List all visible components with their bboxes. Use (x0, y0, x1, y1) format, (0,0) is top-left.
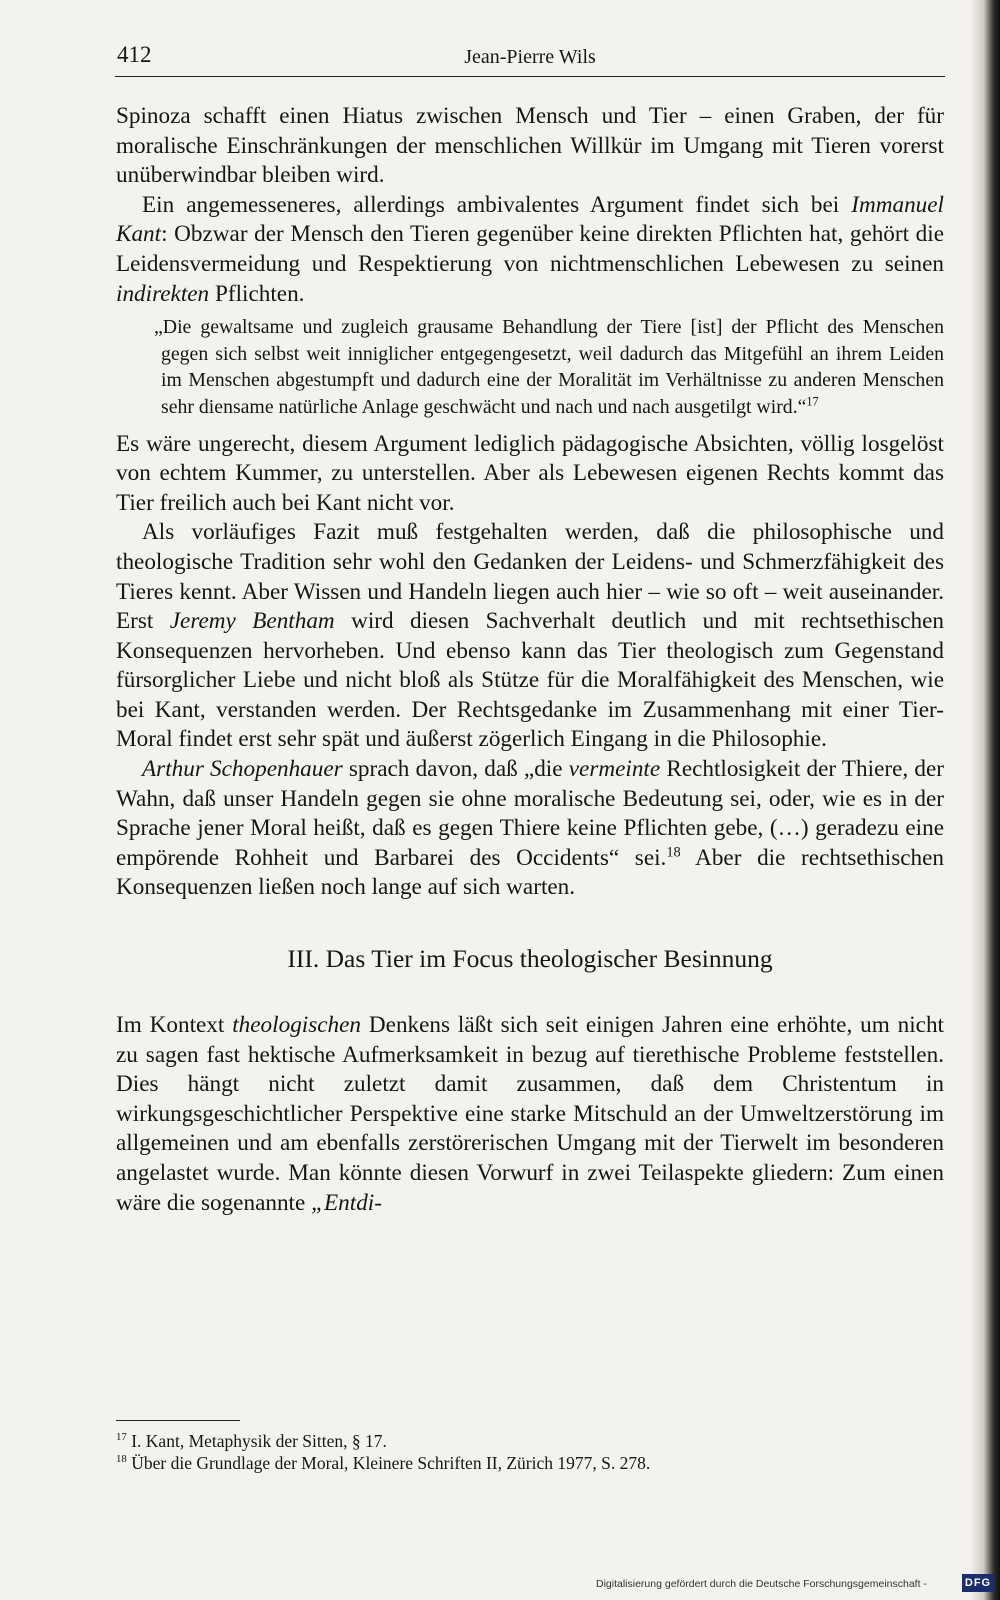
paragraph-3: Es wäre ungerecht, diesem Argument lediglich pädagogische Absichten, völlig losgelöst von echtem Kummer, zu unterstellen. Aber als Lebewesen eigenen Rechts kommt das Tier freilich auch bei Kant nicht vor. (116, 430, 944, 516)
dfg-logo: DFG (962, 1574, 994, 1592)
running-head: Jean-Pierre Wils (464, 46, 596, 68)
name-kant: Immanuel Kant (116, 191, 944, 248)
paragraph-5: Arthur Schopenhauer sprach davon, daß „die vermeinte Rechtlosigkeit der Thiere, der Wahn, daß unser Handeln gegen sie ohne moralische Bedeutung sei, oder, wie es in der Sprache jener Moral heißt, daß es gegen Thiere keine Pflichten gebe, (…) geradezu eine empörende Rohheit und Barbarei des Occidents“ sei.$^{18}$ Aber die rechtsethischen Konsequenzen ließen noch lange auf sich warten. (116, 756, 944, 901)
paragraph-1: Spinoza schafft einen Hiatus zwischen Mensch und Tier – einen Graben, der für moralische Einschränkungen der menschlichen Willkür im Umgang mit Tieren vorerst unüberwindbar bleiben wird. (116, 103, 944, 189)
footnote-rule (116, 1420, 240, 1421)
footnotes (116, 1430, 936, 1474)
paragraph-2: Ein angemesseneres, allerdings ambivalentes Argument findet sich bei Immanuel Kant: Obzwar der Mensch den Tieren gegenüber keine direkten Pflichten hat, gehört die Leidensvermeidung und Respektierung von nichtmenschlichen Lebewesen zu seinen indirekten Pflichten. (116, 191, 944, 307)
page-header (115, 42, 945, 77)
footnote-ref-17: 17 (806, 394, 819, 409)
page-number: 412 (117, 42, 152, 67)
digitization-credit: Digitalisierung gefördert durch die Deutsche Forschungsgemeinschaft - (596, 1578, 927, 1590)
name-schopenhauer: Arthur Schopenhauer (142, 756, 343, 783)
page-edge-shadow (970, 0, 1000, 1600)
footnote-17: $^{17}$ I. Kant, Metaphysik der Sitten, § 17. (116, 1431, 387, 1451)
paragraph-6: Im Kontext theologischen Denkens läßt sich seit einigen Jahren eine erhöhte, um nicht zu sagen fast hektische Aufmerksamkeit in bezug auf tierethische Probleme feststellen. Dies hängt nicht zuletzt damit zusammen, daß dem Christentum in wirkungsgeschichtlicher Perspektive eine starke Mitschuld an der Umweltzerstörung im allgemeinen und am ebenfalls zerstörerischen Umgang mit der Tierwelt im besonderen angelastet wurde. Man könnte diesen Vorwurf in zwei Teilaspekte gliedern: Zum einen wäre die sogenannte „Entdi- (116, 1012, 944, 1216)
paragraph-4: Als vorläufiges Fazit muß festgehalten werden, daß die philosophische und theologische Tradition sehr wohl den Gedanken der Leidens- und Schmerzfähigkeit des Tieres kennt. Aber Wissen und Handeln liegen auch hier – wie so oft – weit auseinander. Erst Jeremy Bentham wird diesen Sachverhalt deutlich und mit rechtsethischen Konsequenzen hervorheben. Und ebenso kann das Tier theologisch zum Gegenstand fürsorglicher Liebe und nicht bloß als Stütze für die Moralfähigkeit des Menschen, wie bei Kant, verstanden werden. Der Rechtsgedanke im Zusammenhang mit einer Tier-Moral findet erst sehr spät und äußerst zögerlich Eingang in die Philosophie. (116, 519, 945, 753)
footnote-18: $^{18}$ Über die Grundlage der Moral, Kleinere Schriften II, Zürich 1977, S. 278. (116, 1453, 651, 1473)
section-heading: III. Das Tier im Focus theologischer Besinnung (287, 944, 773, 974)
name-bentham: Jeremy Bentham (169, 608, 335, 635)
body-text (116, 102, 944, 1218)
footnote-ref-18: 18 (666, 844, 681, 861)
kant-quote: „Die gewaltsame und zugleich grausame Behandlung der Tiere [ist] der Pflicht des Menschen gegen sich selbst weit inniglicher entgegengesetzt, weil dadurch das Mitgefühl an ihrem Leiden im Menschen abgestumpft und dadurch eine der Moralität im Verhältnisse zu anderen Menschen sehr diensame natürliche Anlage geschwächt und nach und nach ausgetilgt wird.“$^{17}$ (154, 316, 944, 418)
